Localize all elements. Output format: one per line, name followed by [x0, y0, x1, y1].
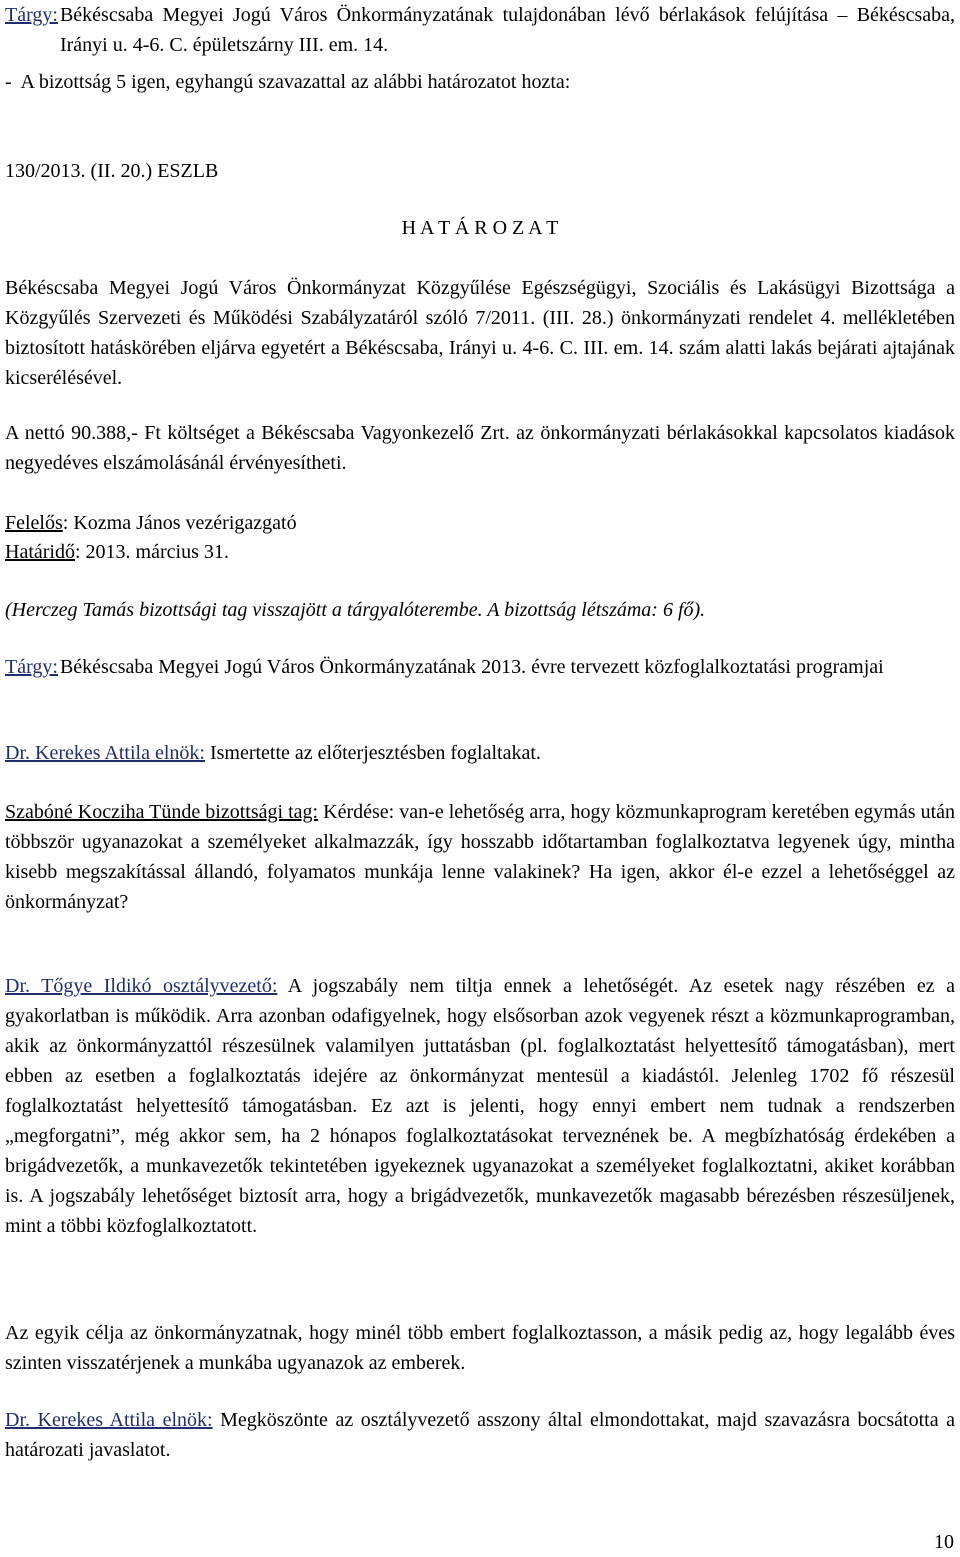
- speaker-name: Dr. Kerekes Attila elnök:: [5, 742, 205, 764]
- subject-label: Tárgy:: [5, 656, 58, 678]
- resolution-cost: A nettó 90.388,- Ft költséget a Békéscsaba Vagyonkezelő Zrt. az önkormányzati bérlakásokkal kapcsolatos kiadások negyedéves elszámolásánál érvényesítheti.: [5, 422, 955, 474]
- deadline-text: : 2013. március 31.: [74, 541, 229, 563]
- speech-1: [5, 738, 955, 768]
- resolution-heading: H A T Á R O Z A T: [401, 217, 559, 239]
- agenda-item-1: [5, 0, 955, 60]
- speaker-name: Szabóné Kocziha Tünde bizottsági tag:: [5, 801, 319, 823]
- speaker-name: Dr. Tőgye Ildikó osztályvezető:: [5, 975, 278, 997]
- responsible-label: Felelős: [5, 512, 63, 534]
- resolution-number: 130/2013. (II. 20.) ESZLB: [5, 160, 219, 182]
- deadline-line: [5, 537, 229, 567]
- speech-4: [5, 1318, 955, 1378]
- speech-text: Ismertette az előterjesztésben foglaltakat.: [204, 742, 541, 764]
- speech-3: [5, 971, 955, 1241]
- deadline-label: Határidő: [5, 541, 75, 563]
- speech-5: [5, 1405, 955, 1465]
- subject-text: Békéscsaba Megyei Jogú Város Önkormányzatának tulajdonában lévő bérlakások felújítása – Békéscsaba, Irányi u. 4-6. C. épületszárny III. em. 14.: [59, 4, 955, 56]
- agenda-item-2: [5, 652, 955, 682]
- subject-text: Békéscsaba Megyei Jogú Város Önkormányzatának 2013. évre tervezett közfoglalkoztatási programjai: [59, 656, 884, 678]
- speaker-name: Dr. Kerekes Attila elnök:: [5, 1409, 213, 1431]
- resolution-body: Békéscsaba Megyei Jogú Város Önkormányzat Közgyűlése Egészségügyi, Szociális és Lakásügyi Bizottsága a Közgyűlés Szervezeti és Működési Szabályzatáról szóló 7/2011. (III. 28.) önkormányzati rendelet 4. mellékletében biztosított hatáskörében eljárva egyetért a Békéscsaba, Irányi u. 4-6. C. III. em. 14. szám alatti lakás bejárati ajtajának kicserélésével.: [5, 277, 955, 389]
- page-number: 10: [934, 1531, 954, 1553]
- speech-text: Az egyik célja az önkormányzatnak, hogy minél több embert foglalkoztasson, a másik pedig az, hogy legalább éves szinten visszatérjenek a munkába ugyanazok az emberek.: [5, 1322, 955, 1374]
- speech-text: Megköszönte az osztályvezető asszony által elmondottakat, majd szavazásra bocsátotta a határozati javaslatot.: [5, 1409, 955, 1461]
- subject-label: Tárgy:: [5, 4, 58, 26]
- vote-line: - A bizottság 5 igen, egyhangú szavazattal az alábbi határozatot hozta:: [5, 71, 571, 93]
- speech-text: Kérdése: van-e lehetőség arra, hogy közmunkaprogram keretében egymás után többször ugyanazokat a személyeket alkalmazzák, így hosszabb időtartamban foglalkoztatva legyenek úgy, mintha kisebb megszakítással állandó, folyamatos munkája lenne valakinek? Ha igen, akkor él-e ezzel a lehetőséggel az önkormányzat?: [5, 801, 955, 913]
- responsible-text: : Kozma János vezérigazgató: [62, 512, 297, 534]
- speech-2: [5, 797, 955, 917]
- speech-text: A jogszabály nem tiltja ennek a lehetőségét. Az esetek nagy részében ez a gyakorlatban is működik. Arra azonban odafigyelnek, hogy elsősorban azok vegyenek részt a közmunkaprogramban, akik az önkormányzattól részesülnek valamilyen juttatásban (pl. foglalkoztatást helyettesítő támogatásban), mert ebben az esetben a foglalkoztatás idejére az önkormányzat mentesül a kiadástól. Jelenleg 1702 fő részesül foglalkoztatást helyettesítő támogatásban. Ez azt is jelenti, hogy ennyi embert nem tudnak a rendszerben „megforgatni”, még akkor sem, ha 2 hónapos foglalkoztatásokat terveznének be. A megbízhatóság érdekében a brigádvezetők, a munkavezetők tekintetében igyekeznek ugyanazokat a személyeket foglalkoztatni, akiket korábban is. A jogszabály lehetőséget biztosít arra, hogy a brigádvezetők, munkavezetők magasabb bérezésben részesüljenek, mint a többi közfoglalkoztatott.: [5, 975, 955, 1237]
- attendance-note: (Herczeg Tamás bizottsági tag visszajött a tárgyalóterembe. A bizottság létszáma: 6 fő).: [5, 599, 706, 621]
- responsible-line: [5, 508, 297, 538]
